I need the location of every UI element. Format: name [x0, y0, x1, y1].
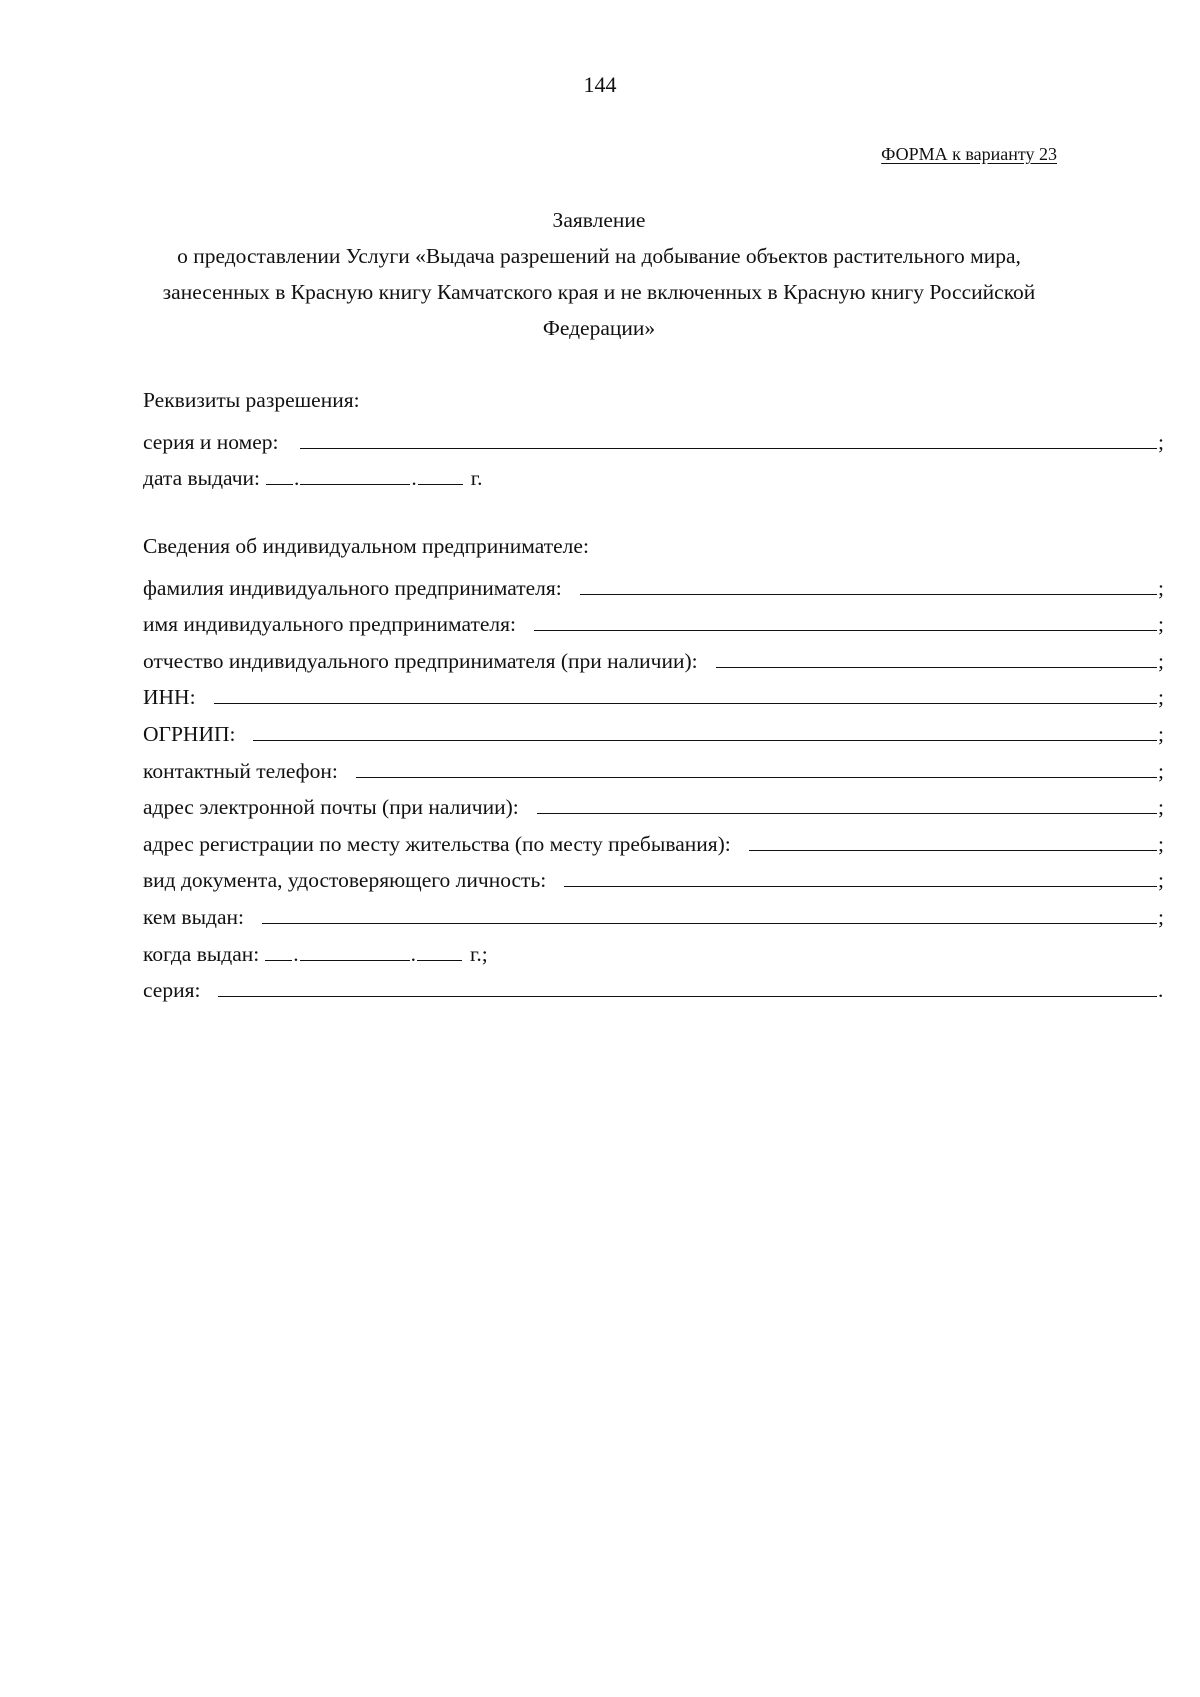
line-end-mark: ;	[1158, 758, 1164, 783]
form-reference: ФОРМА к варианту 23	[881, 144, 1057, 164]
line-end-mark: ;	[1158, 721, 1164, 746]
issued-month-field[interactable]	[300, 936, 410, 961]
page-number: 144	[583, 72, 617, 97]
issued-when-row	[143, 930, 1166, 967]
permit-section-title: Реквизиты разрешения:	[143, 388, 360, 412]
ogrnip-row	[143, 710, 1166, 747]
surname-field[interactable]	[580, 570, 1157, 595]
title-description: о предоставлении Услуги «Выдача разрешений на добывание объектов растительного мира, занесенных в Красную книгу Камчатского края и не включенных в Красную книгу Российской Федерации»	[162, 244, 1036, 340]
issue-month-field[interactable]	[300, 460, 410, 485]
inn-label: ИНН:	[143, 685, 196, 710]
line-end-mark: ;	[1158, 648, 1164, 673]
issued-by-field[interactable]	[262, 899, 1157, 924]
phone-row	[143, 747, 1166, 784]
issued-day-field[interactable]	[265, 936, 292, 961]
surname-row	[143, 564, 1166, 601]
first-name-field[interactable]	[534, 606, 1157, 631]
issue-date-label: дата выдачи:	[143, 466, 261, 491]
line-end-mark: ;	[1158, 868, 1164, 893]
first-name-label: имя индивидуального предпринимателя:	[143, 612, 517, 637]
surname-label: фамилия индивидуального предпринимателя:	[143, 575, 562, 600]
email-row	[143, 784, 1166, 821]
ogrnip-field[interactable]	[253, 716, 1157, 741]
issued-when-label: когда выдан:	[143, 941, 260, 966]
series-label: серия:	[143, 978, 201, 1003]
inn-row	[143, 674, 1166, 711]
series-number-row	[143, 418, 1166, 455]
series-row	[143, 967, 1166, 1004]
issued-by-label: кем выдан:	[143, 904, 244, 929]
patronymic-field[interactable]	[716, 643, 1157, 668]
entrepreneur-section	[143, 528, 1166, 1003]
permit-section	[143, 382, 1166, 491]
patronymic-row	[143, 637, 1166, 674]
address-field[interactable]	[749, 826, 1157, 851]
email-label: адрес электронной почты (при наличии):	[143, 795, 519, 820]
phone-field[interactable]	[356, 753, 1157, 778]
id-document-label: вид документа, удостоверяющего личность:	[143, 868, 547, 893]
address-row	[143, 820, 1166, 857]
issued-year-suffix: г.;	[470, 941, 488, 966]
line-end-mark: ;	[1158, 831, 1164, 856]
first-name-row	[143, 601, 1166, 638]
title-heading: Заявление	[552, 208, 646, 232]
line-end-mark: ;	[1158, 904, 1164, 929]
phone-label: контактный телефон:	[143, 758, 338, 783]
document-title	[140, 202, 1058, 346]
date-separator: .	[294, 466, 300, 491]
line-end-mark: ;	[1158, 685, 1164, 710]
line-end-mark: ;	[1158, 795, 1164, 820]
entrepreneur-section-title: Сведения об индивидуальном предпринимателе:	[143, 534, 589, 558]
issue-year-field[interactable]	[418, 460, 463, 485]
line-end-mark: ;	[1158, 575, 1164, 600]
series-number-label: серия и номер:	[143, 429, 279, 454]
series-number-field[interactable]	[300, 424, 1157, 449]
issue-date-row	[143, 455, 1166, 492]
issue-day-field[interactable]	[266, 460, 293, 485]
series-field[interactable]	[218, 972, 1157, 997]
date-separator: .	[293, 941, 299, 966]
patronymic-label: отчество индивидуального предпринимателя (при наличии):	[143, 648, 698, 673]
line-end-mark: .	[1158, 978, 1164, 1003]
line-end-mark: ;	[1158, 429, 1164, 454]
id-document-field[interactable]	[564, 862, 1157, 887]
inn-field[interactable]	[214, 679, 1157, 704]
ogrnip-label: ОГРНИП:	[143, 721, 236, 746]
year-suffix: г.	[470, 466, 483, 491]
issued-by-row	[143, 893, 1166, 930]
line-end-mark: ;	[1158, 612, 1164, 637]
date-separator: .	[410, 941, 417, 966]
id-document-row	[143, 857, 1166, 894]
issued-year-field[interactable]	[417, 936, 462, 961]
address-label: адрес регистрации по месту жительства (по месту пребывания):	[143, 831, 731, 856]
date-separator: .	[411, 466, 417, 491]
email-field[interactable]	[537, 789, 1157, 814]
